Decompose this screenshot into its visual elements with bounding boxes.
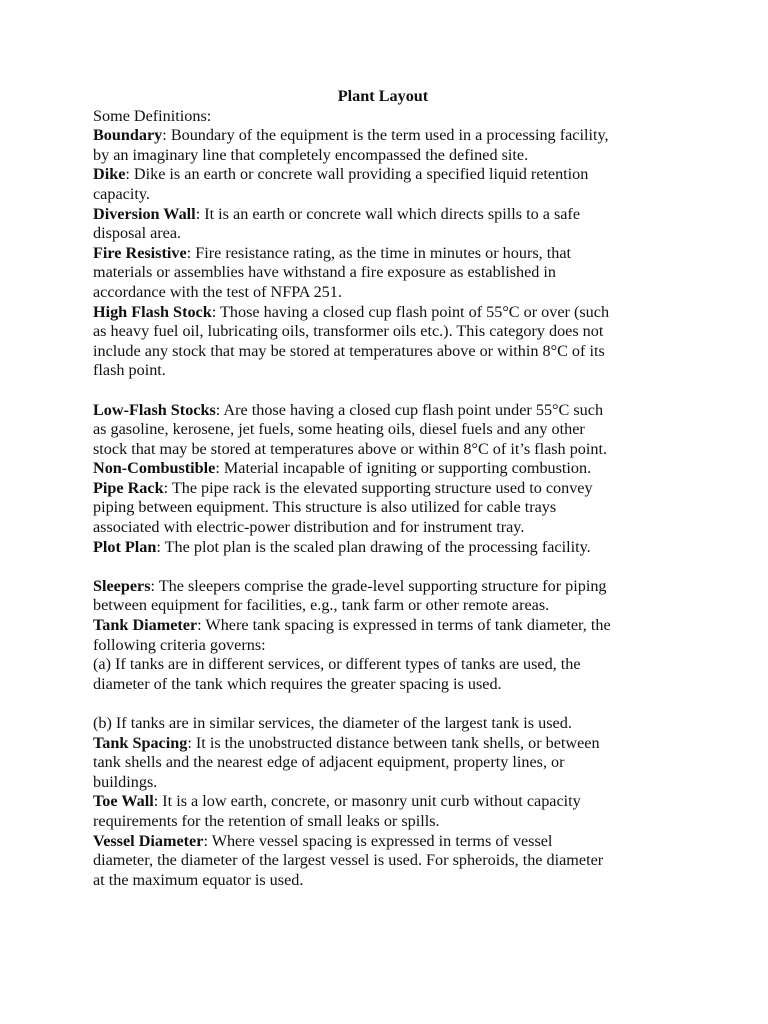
definition-line bbox=[93, 577, 693, 597]
definition-term: Boundary bbox=[93, 126, 163, 145]
text-line bbox=[93, 361, 693, 381]
blank-line bbox=[93, 381, 693, 401]
definition-text: : The pipe rack is the elevated supporting structure used to convey bbox=[163, 478, 593, 497]
definition-term: Fire Resistive bbox=[93, 243, 187, 262]
text-line bbox=[93, 714, 693, 734]
definition-line bbox=[93, 126, 693, 146]
definition-text: : Those having a closed cup flash point of 55°C or over (such bbox=[211, 302, 610, 321]
text-line bbox=[93, 322, 693, 342]
definition-line bbox=[93, 832, 693, 852]
text-line bbox=[93, 871, 693, 891]
definition-text: (b) If tanks are in similar services, the diameter of the largest tank is used. bbox=[93, 714, 572, 732]
definition-text: disposal area. bbox=[93, 224, 182, 243]
text-line bbox=[93, 342, 693, 362]
definition-text: buildings. bbox=[93, 772, 158, 791]
definition-text: : It is an earth or concrete wall which directs spills to a safe bbox=[195, 204, 581, 223]
text-line bbox=[93, 440, 693, 460]
definition-text: : Material incapable of igniting or supporting combustion. bbox=[215, 459, 592, 478]
definition-line bbox=[93, 244, 693, 264]
definition-text: include any stock that may be stored at temperatures above or within 8°C of its bbox=[93, 341, 605, 360]
definition-term: Dike bbox=[93, 165, 126, 184]
definition-text: tank shells and the nearest edge of adjacent equipment, property lines, or bbox=[93, 753, 565, 772]
text-line bbox=[93, 518, 693, 538]
text-line bbox=[93, 851, 693, 871]
definition-line bbox=[93, 479, 693, 499]
blank-line bbox=[93, 557, 693, 577]
text-line bbox=[93, 263, 693, 283]
definition-term: Tank Diameter bbox=[93, 616, 198, 635]
definition-term: Non-Combustible bbox=[93, 459, 216, 478]
text-line bbox=[93, 498, 693, 518]
definition-text: (a) If tanks are in different services, or different types of tanks are used, the bbox=[93, 655, 581, 674]
definition-line bbox=[93, 205, 693, 225]
definition-text: at the maximum equator is used. bbox=[93, 870, 304, 889]
definitions-list bbox=[93, 126, 693, 890]
definition-text: requirements for the retention of small leaks or spills. bbox=[93, 811, 440, 830]
definition-term: Toe Wall bbox=[93, 792, 154, 811]
definition-text: : Are those having a closed cup flash point under 55°C such bbox=[215, 400, 604, 419]
text-line bbox=[93, 224, 693, 244]
definition-text: by an imaginary line that completely encompassed the defined site. bbox=[93, 145, 529, 164]
text-line bbox=[93, 283, 693, 303]
text-line bbox=[93, 420, 693, 440]
definition-term: Sleepers bbox=[93, 576, 151, 595]
document-body bbox=[93, 87, 693, 890]
definition-term: Diversion Wall bbox=[93, 204, 196, 223]
definition-line bbox=[93, 165, 693, 185]
definition-text: : Where tank spacing is expressed in terms of tank diameter, the bbox=[197, 616, 611, 635]
definition-text: associated with electric-power distribution and for instrument tray. bbox=[93, 518, 525, 537]
definition-term: Pipe Rack bbox=[93, 478, 164, 497]
definition-text: following criteria governs: bbox=[93, 635, 266, 654]
definition-text: capacity. bbox=[93, 184, 150, 203]
definition-term: Plot Plan bbox=[93, 537, 157, 556]
definition-line bbox=[93, 616, 693, 636]
definition-text: : The plot plan is the scaled plan drawing of the processing facility. bbox=[156, 537, 591, 556]
definition-text: : Boundary of the equipment is the term used in a processing facility, bbox=[162, 126, 609, 145]
definition-text: flash point. bbox=[93, 361, 166, 380]
definition-line bbox=[93, 538, 693, 558]
text-line bbox=[93, 636, 693, 656]
definition-text: : It is the unobstructed distance between tank shells, or between bbox=[187, 733, 600, 752]
definition-text: diameter, the diameter of the largest vessel is used. For spheroids, the diameter bbox=[93, 851, 604, 870]
page-title: Plant Layout bbox=[337, 87, 429, 105]
definition-text: accordance with the test of NFPA 251. bbox=[93, 282, 342, 301]
definition-line bbox=[93, 734, 693, 754]
definition-text: stock that may be stored at temperatures above or within 8°C of it’s flash point. bbox=[93, 439, 608, 458]
text-line bbox=[93, 773, 693, 793]
definition-text: diameter of the tank which requires the greater spacing is used. bbox=[93, 674, 502, 693]
text-line bbox=[93, 753, 693, 773]
definition-text: materials or assemblies have withstand a fire exposure as established in bbox=[93, 263, 557, 282]
definition-text: between equipment for facilities, e.g., tank farm or other remote areas. bbox=[93, 596, 550, 615]
intro-line: Some Definitions: bbox=[93, 106, 212, 125]
definition-line bbox=[93, 303, 693, 323]
blank-line bbox=[93, 694, 693, 714]
definition-term: Tank Spacing bbox=[93, 733, 188, 752]
text-line bbox=[93, 146, 693, 166]
definition-text: : Fire resistance rating, as the time in minutes or hours, that bbox=[186, 243, 572, 262]
definition-text: : Dike is an earth or concrete wall providing a specified liquid retention bbox=[125, 165, 589, 184]
text-line bbox=[93, 655, 693, 675]
definition-term: Vessel Diameter bbox=[93, 831, 204, 850]
definition-text: : It is a low earth, concrete, or masonry unit curb without capacity bbox=[153, 792, 581, 811]
text-line bbox=[93, 596, 693, 616]
definition-text: : The sleepers comprise the grade-level supporting structure for piping bbox=[150, 576, 607, 595]
definition-term: Low-Flash Stocks bbox=[93, 400, 216, 419]
definition-text: : Where vessel spacing is expressed in terms of vessel bbox=[203, 831, 553, 850]
text-line bbox=[93, 185, 693, 205]
text-line bbox=[93, 812, 693, 832]
definition-line bbox=[93, 792, 693, 812]
definition-text: as gasoline, kerosene, jet fuels, some heating oils, diesel fuels and any other bbox=[93, 420, 585, 439]
definition-line bbox=[93, 401, 693, 421]
definition-text: as heavy fuel oil, lubricating oils, transformer oils etc.). This category does not bbox=[93, 322, 604, 341]
definition-text: piping between equipment. This structure is also utilized for cable trays bbox=[93, 498, 557, 517]
definition-term: High Flash Stock bbox=[93, 302, 212, 321]
definition-line bbox=[93, 459, 693, 479]
text-line bbox=[93, 675, 693, 695]
